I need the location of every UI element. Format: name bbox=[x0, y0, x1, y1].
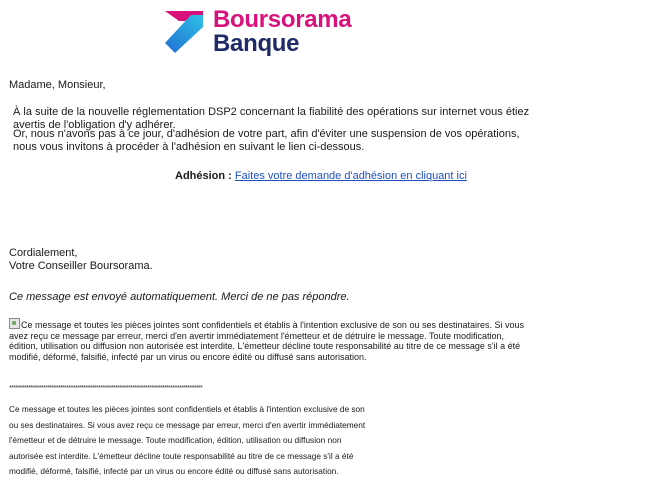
closing-regards: Cordialement, bbox=[9, 247, 78, 259]
broken-image-icon bbox=[9, 318, 20, 329]
disclaimer-block-1 bbox=[9, 318, 529, 362]
disclaimer-1-text: Ce message et toutes les pièces jointes sont confidentiels et établis à l'intention exclusive de son ou ses destinataires. Si vous avez reçu ce message par erreur, merci d'en avertir immédiatement l'émetteur et de détruire le message. Toute modification, édition, utilisation ou diffusion non autorisée est interdite. L'émetteur décline toute responsabilité au titre de ce message s'il a été modifié, déformé, falsifié, infecté par un virus ou encore édité ou diffusé sans autorisation. bbox=[9, 320, 525, 362]
closing-signature: Votre Conseiller Boursorama. bbox=[9, 260, 153, 272]
brand-name bbox=[213, 8, 351, 56]
brand-line2: Banque bbox=[213, 30, 300, 57]
disclaimer-block-2: Ce message et toutes les pièces jointes sont confidentiels et établis à l'intention exclusive de son ou ses destinataires. Si vous avez reçu ce message par erreur, merci d'en avertir immédiatement l'émetteur et de détruire le message. Toute modification, édition, utilisation ou diffusion non autorisée est interdite. L'émetteur décline toute responsabilité au titre de ce message s'il a été modifié, déformé, falsifié, infecté par un virus ou encore édité ou diffusé sans autorisation. bbox=[9, 404, 366, 476]
adhesion-link[interactable]: Faites votre demande d'adhésion en cliquant ici bbox=[234, 170, 467, 182]
closing bbox=[9, 247, 153, 273]
adhesion-line bbox=[175, 170, 467, 182]
brand-line1: Boursorama bbox=[213, 6, 352, 33]
separator-line: ******************************************************************************************* bbox=[9, 385, 203, 392]
greeting: Madame, Monsieur, bbox=[9, 79, 106, 91]
boursorama-arrow-logo-icon bbox=[161, 9, 207, 55]
auto-notice: Ce message est envoyé automatiquement. Merci de ne pas répondre. bbox=[9, 291, 350, 303]
boursorama-logo bbox=[161, 8, 381, 58]
paragraph-dsp2: À la suite de la nouvelle réglementation DSP2 concernant la fiabilité des opérations sur internet vous étiez avertis de l'obligation d'y adhérer. bbox=[13, 106, 530, 131]
adhesion-label: Adhésion : bbox=[175, 170, 232, 182]
paragraph-invitation: Or, nous n'avons pas à ce jour, d'adhésion de votre part, afin d'éviter une suspension de vos opérations, nous vous invitons à procéder à l'adhésion en suivant le lien ci-dessous. bbox=[13, 128, 520, 153]
